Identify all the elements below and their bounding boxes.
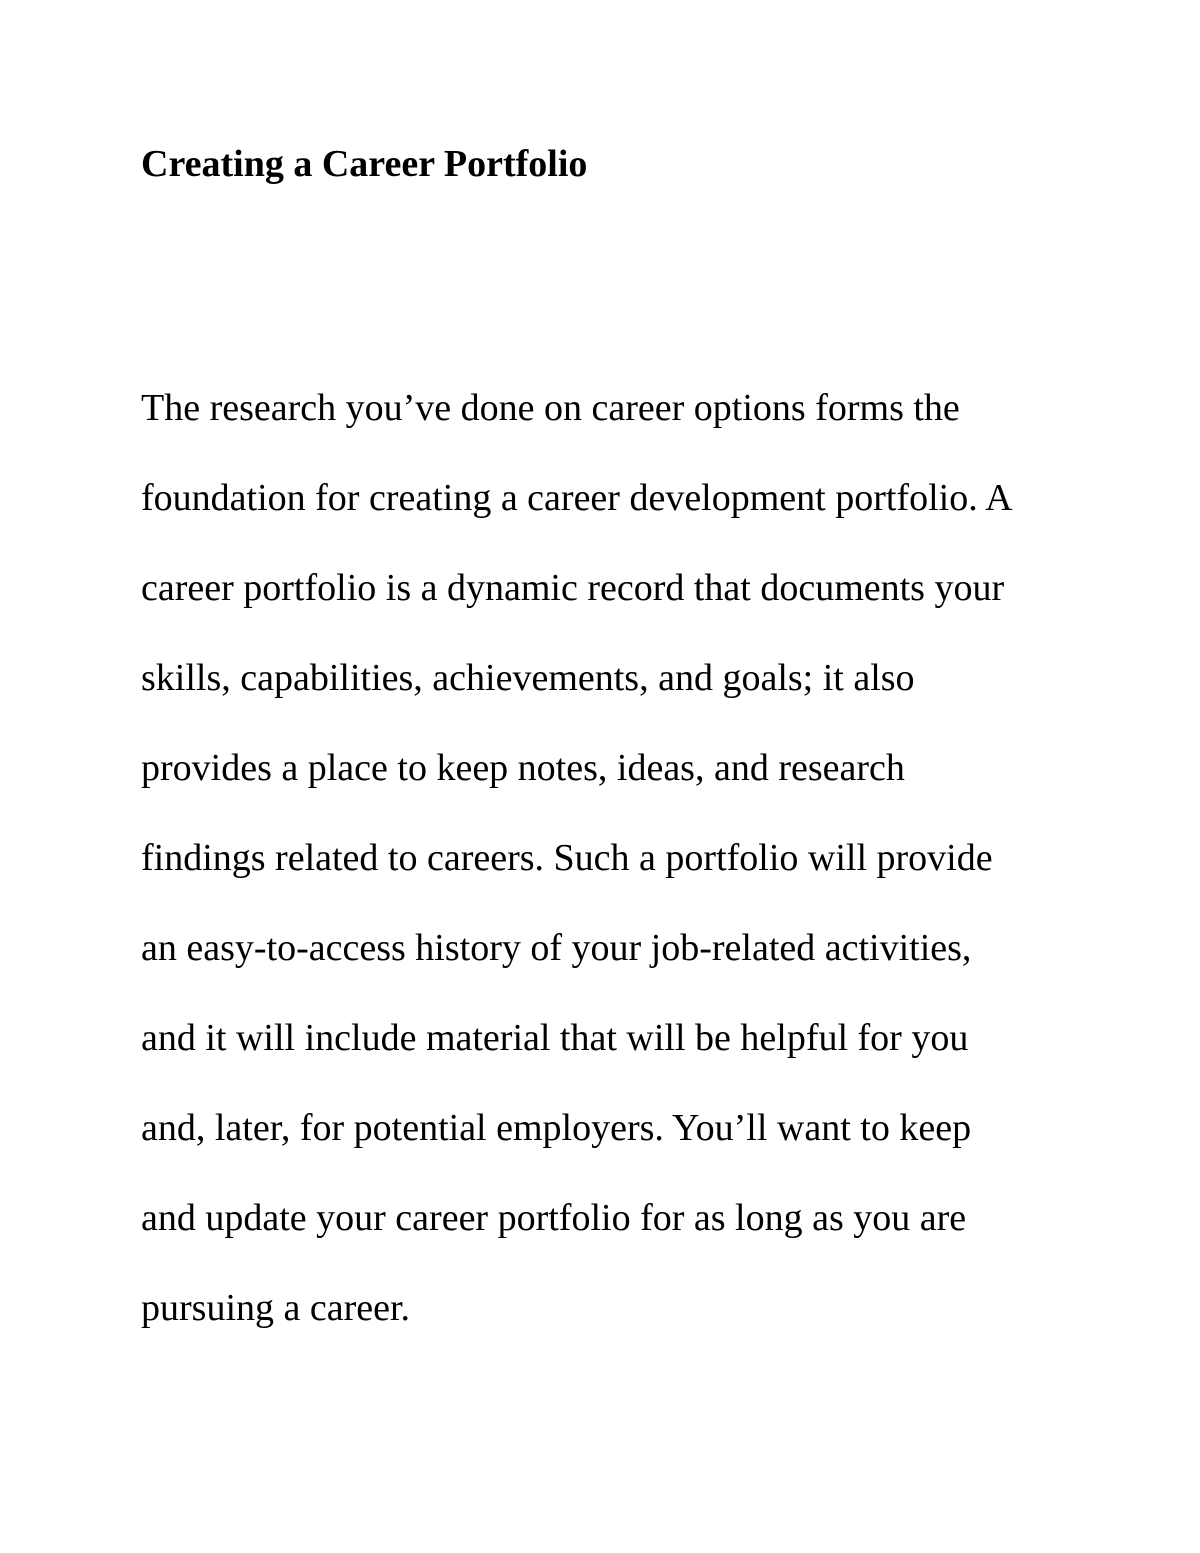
- paragraph-line: skills, capabilities, achievements, and goals; it also: [141, 657, 915, 699]
- document-body-paragraph: [141, 382, 1071, 1372]
- paragraph-line: and update your career portfolio for as long as you are: [141, 1197, 967, 1239]
- paragraph-line: provides a place to keep notes, ideas, and research: [141, 747, 905, 789]
- paragraph-line: and, later, for potential employers. You’ll want to keep: [141, 1107, 972, 1149]
- paragraph-line: and it will include material that will be helpful for you: [141, 1017, 969, 1059]
- paragraph-line: career portfolio is a dynamic record that documents your: [141, 567, 1005, 609]
- paragraph-line: pursuing a career.: [141, 1287, 411, 1329]
- paragraph-line: findings related to careers. Such a portfolio will provide: [141, 837, 993, 879]
- paragraph-line: foundation for creating a career development portfolio. A: [141, 477, 1013, 519]
- paragraph-line: The research you’ve done on career options forms the: [141, 387, 960, 429]
- document-title: Creating a Career Portfolio: [141, 143, 588, 185]
- paragraph-line: an easy-to-access history of your job-related activities,: [141, 927, 972, 969]
